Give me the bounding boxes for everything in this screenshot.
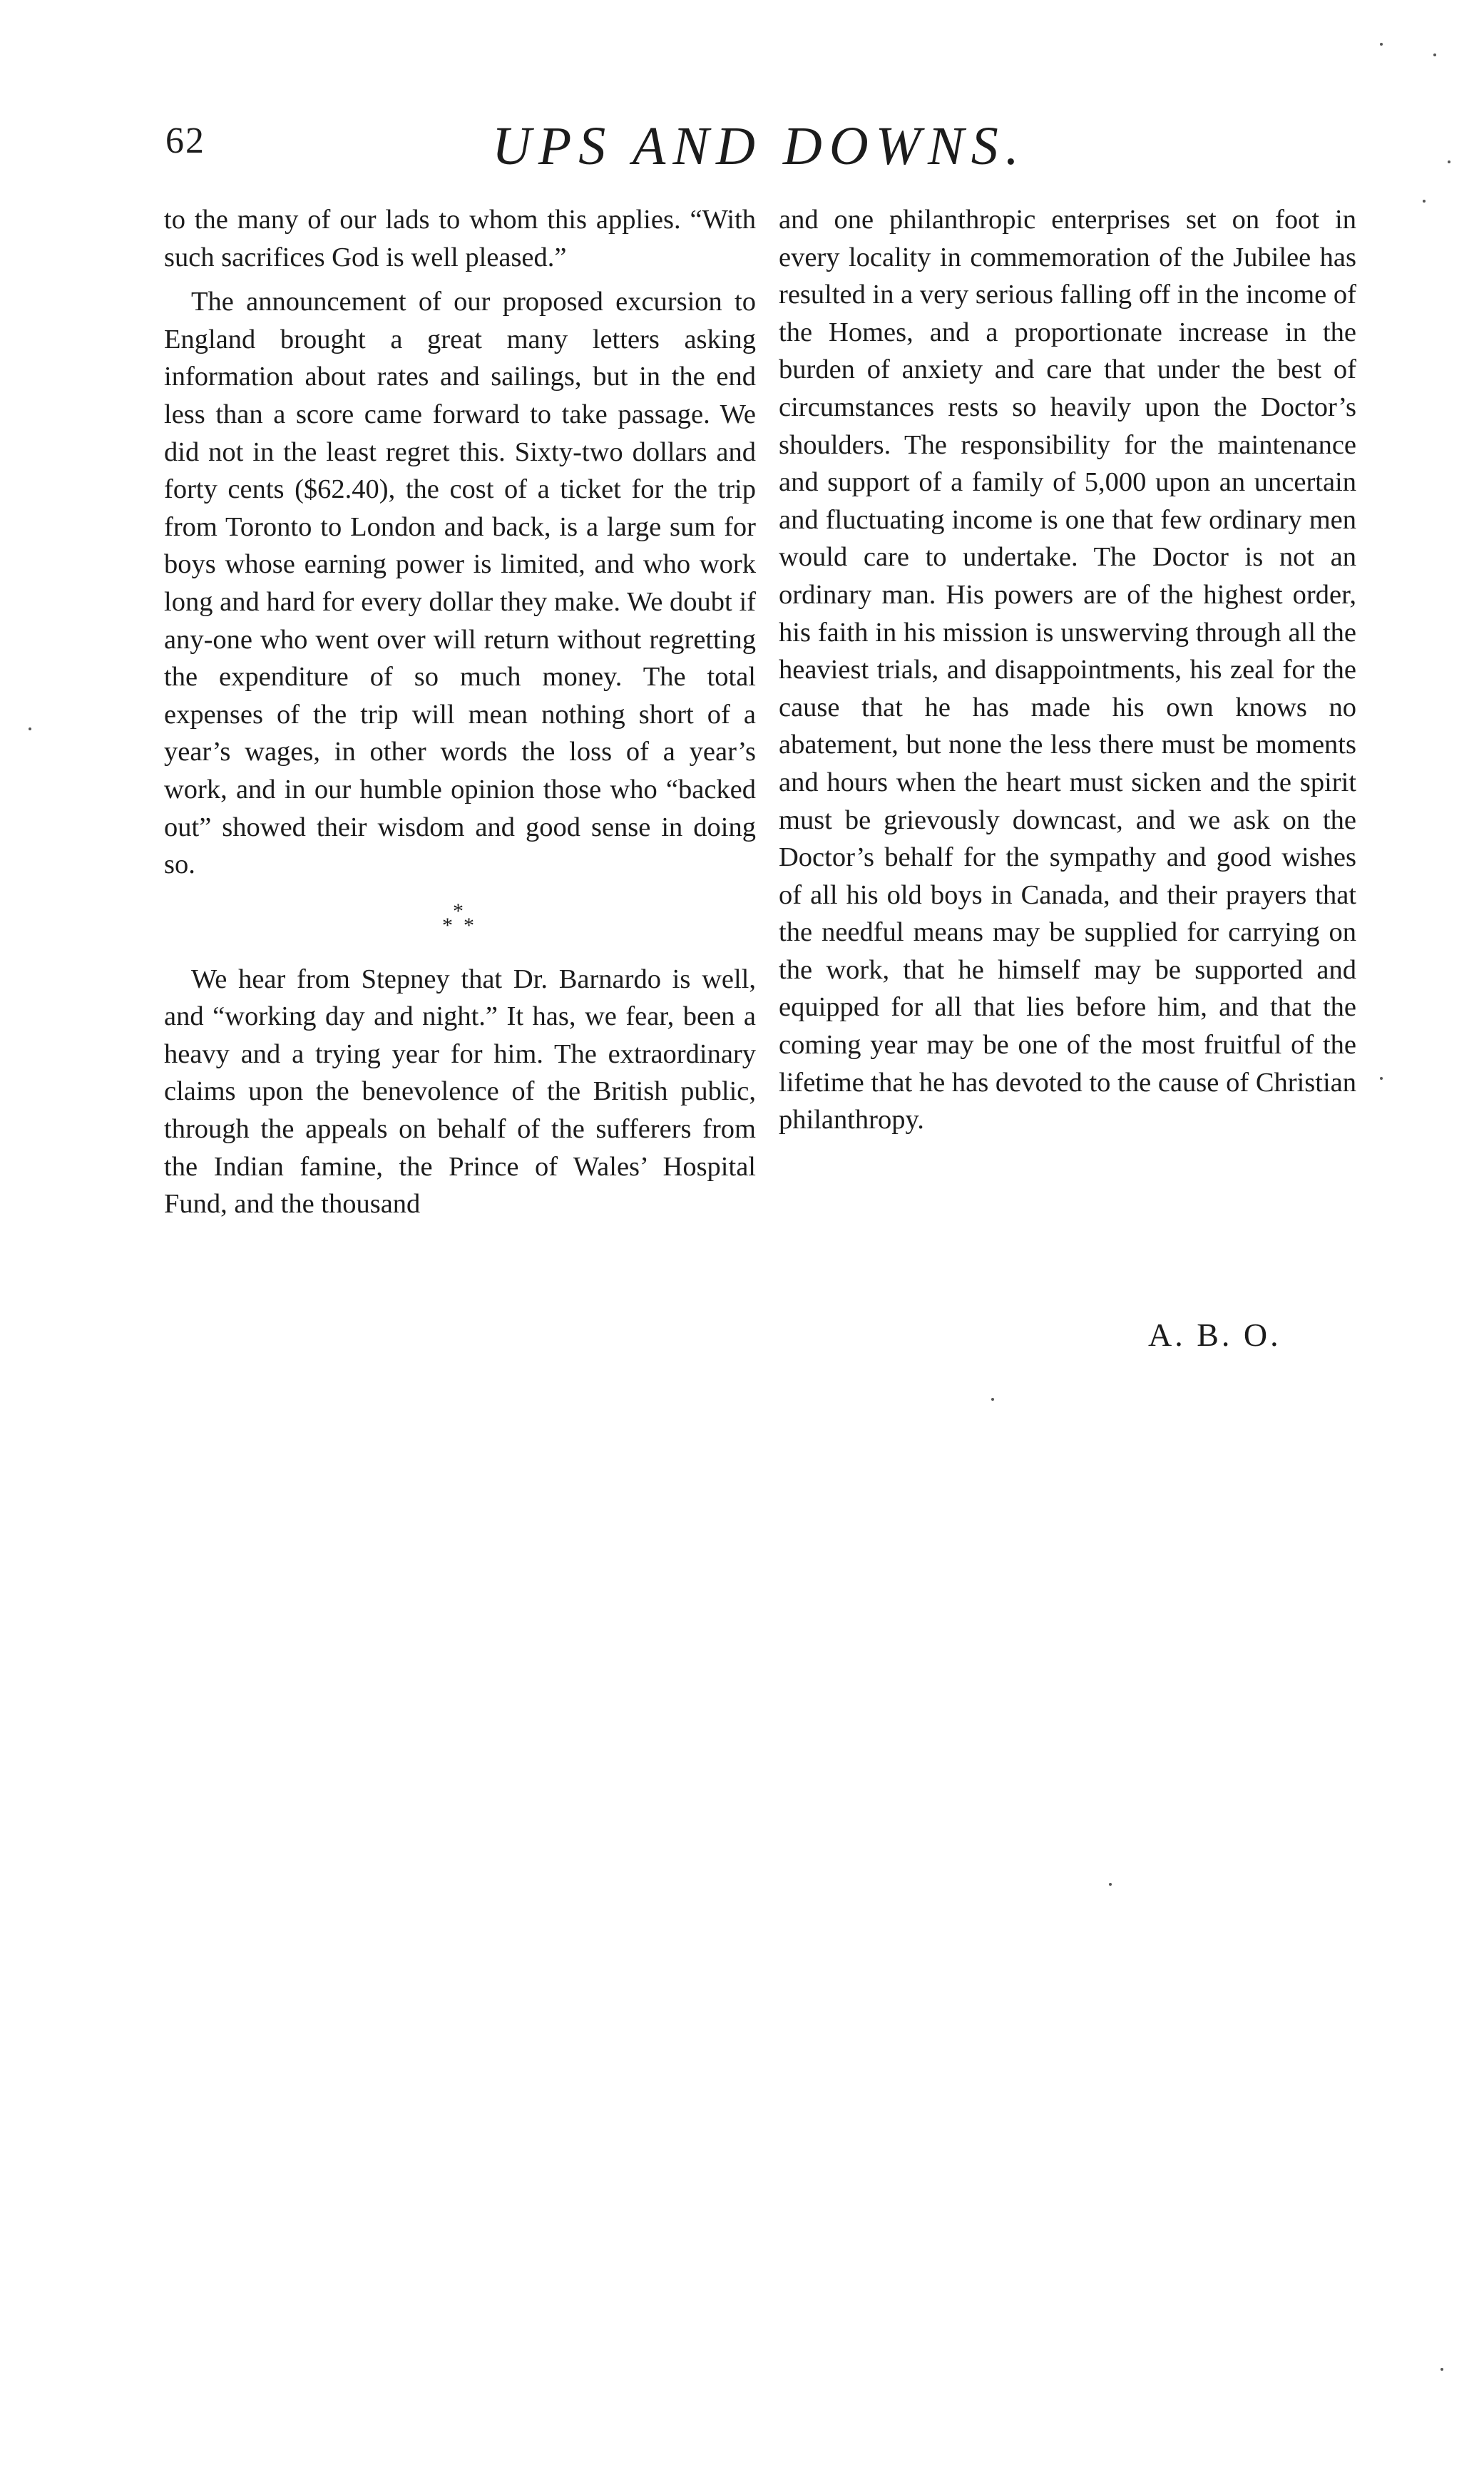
left-column (164, 201, 756, 1223)
asterism-star-top: * (453, 899, 464, 923)
paragraph-jubilee: and one philanthropic enterprises set on foot in every locality in commemoration of the Jubilee has resulted in a very serious falling off in the income of the Homes, and a proportionate increase in the burden of anxiety and care that under the best of circumstances rests so heavily upon the Doctor’s shoulders. The responsibility for the maintenance and support of a family of 5,000 upon an uncertain and fluctuating income is one that few ordinary men would care to undertake. The Doctor is not an ordinary man. His powers are of the highest order, his faith in his mission is unswerving through all the heaviest trials, and disappointments, his zeal for the cause that he has made his own knows no abatement, but none the less there must be moments and hours when the heart must sicken and the spirit must be grievously downcast, and we ask on the Doctor’s behalf for the sympathy and good wishes of all his old boys in Canada, and their prayers that the needful means may be supplied for carrying on the work, that he himself may be supported and equipped for all that lies before him, and that the coming year may be one of the most fruitful of the lifetime that he has devoted to the cause of Christian philanthropy. (779, 205, 1356, 1135)
scan-speck (1380, 43, 1383, 46)
asterism-star-left: * (442, 913, 453, 937)
scan-speck (29, 727, 31, 730)
paragraph-continued: to the many of our lads to whom this applies. “With such sacrifices God is well pleased.” (164, 205, 756, 272)
asterism-divider (164, 888, 756, 952)
paragraph-barnardo: We hear from Stepney that Dr. Barnardo is well, and “working day and night.” It has, we fear, been a heavy and a trying year for him. The extraordinary claims upon the benevolence of the British public, through the appeals on behalf of the sufferers from the Indian famine, the Prince of Wales’ Hospital Fund, and the thousand (164, 964, 756, 1220)
scan-speck (991, 1398, 994, 1401)
page-number: 62 (165, 121, 205, 161)
scan-speck (1109, 1883, 1112, 1886)
asterism-star-right: * (464, 913, 474, 937)
scan-speck (1448, 160, 1450, 163)
scan-speck (1423, 200, 1426, 203)
signature: A. B. O. (1148, 1317, 1281, 1353)
running-title: UPS AND DOWNS. (492, 116, 1026, 176)
scan-speck (1380, 1077, 1383, 1080)
scan-speck (1433, 53, 1436, 56)
paragraph-excursion: The announcement of our proposed excursion to England brought a great many letters asking information about rates and sailings, but in the end less than a score came forward to take passage. We did not in the least regret this. Sixty-two dollars and forty cents ($62.40), the cost of a ticket for the trip from Toronto to London and back, is a large sum for boys whose earning power is limited, and who work long and hard for every dollar they make. We doubt if any-one who went over will return without regretting the expenditure of so much money. The total expenses of the trip will mean nothing short of a year’s wages, in other words the loss of a year’s work, and in our humble opinion those who “backed out” showed their wisdom and good sense in doing so. (164, 287, 756, 880)
scan-speck (1440, 2368, 1443, 2371)
right-column (779, 201, 1356, 1139)
